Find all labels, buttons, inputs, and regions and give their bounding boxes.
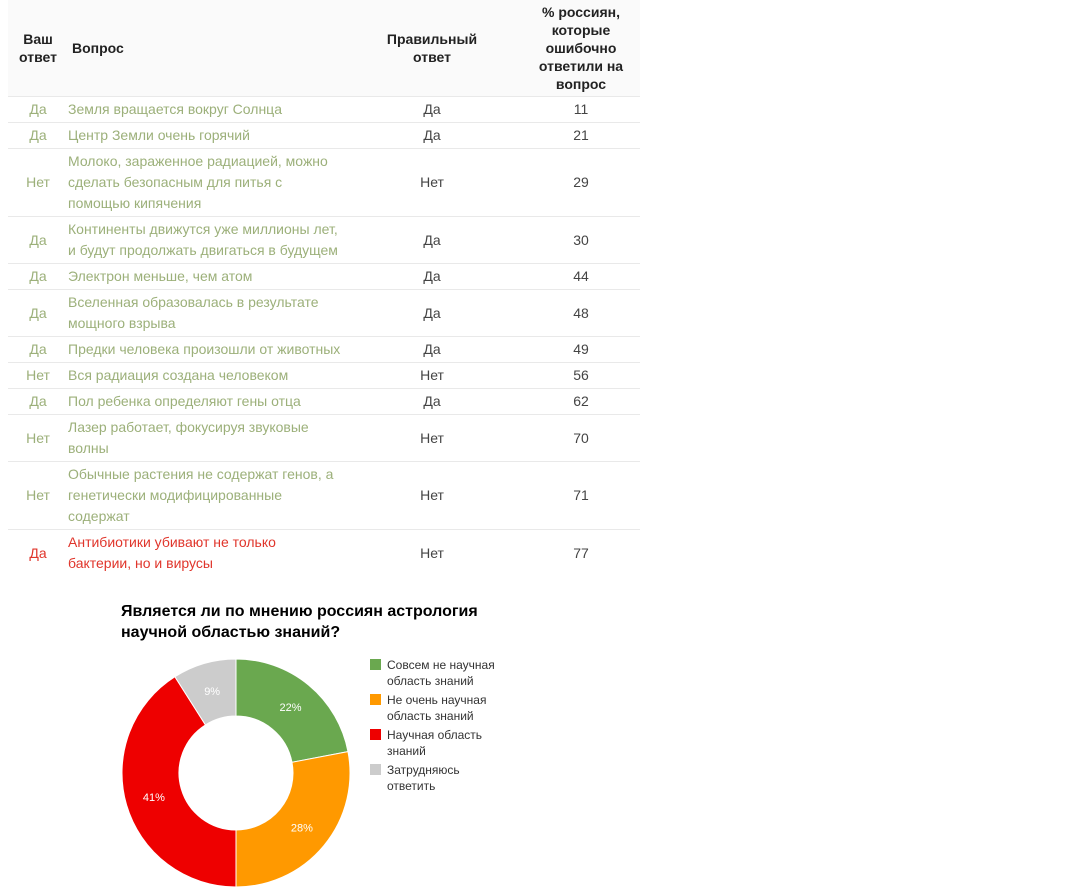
question-cell: Предки человека произошли от животных xyxy=(68,337,342,363)
your-answer-cell: Да xyxy=(8,337,68,363)
correct-answer-cell: Нет xyxy=(342,462,522,530)
legend-item xyxy=(370,692,510,724)
correct-answer-cell: Нет xyxy=(342,363,522,389)
question-cell: Центр Земли очень горячий xyxy=(68,123,342,149)
legend-swatch xyxy=(370,694,381,705)
legend-swatch xyxy=(370,764,381,775)
your-answer-cell: Да xyxy=(8,530,68,577)
percent-cell: 62 xyxy=(522,389,640,415)
question-cell: Молоко, зараженное радиацией, можно сделать безопасным для питья с помощью кипячения xyxy=(68,149,342,217)
your-answer-cell: Да xyxy=(8,389,68,415)
question-cell: Антибиотики убивают не только бактерии, но и вирусы xyxy=(68,530,342,577)
legend-label: Затрудняюсь ответить xyxy=(387,763,460,793)
percent-cell: 44 xyxy=(522,264,640,290)
percent-cell: 71 xyxy=(522,462,640,530)
your-answer-cell: Да xyxy=(8,97,68,123)
correct-answer-cell: Да xyxy=(342,217,522,264)
header-percent-wrong: % россиян, которые ошибочно ответили на вопрос xyxy=(522,0,640,97)
your-answer-cell: Да xyxy=(8,123,68,149)
legend-label: Не очень научная область знаний xyxy=(387,693,487,723)
chart-title: Является ли по мнению россиян астрология научной областью знаний? xyxy=(121,603,478,641)
slice-label: 28% xyxy=(290,822,313,835)
legend-item xyxy=(370,762,510,794)
legend-item xyxy=(370,657,510,689)
your-answer-cell: Нет xyxy=(8,415,68,462)
your-answer-cell: Да xyxy=(8,290,68,337)
question-cell: Пол ребенка определяют гены отца xyxy=(68,389,342,415)
your-answer-cell: Да xyxy=(8,217,68,264)
percent-cell: 30 xyxy=(522,217,640,264)
question-cell: Вся радиация создана человеком xyxy=(68,363,342,389)
correct-answer-cell: Нет xyxy=(342,530,522,577)
chart-legend xyxy=(370,657,510,797)
question-cell: Электрон меньше, чем атом xyxy=(68,264,342,290)
percent-cell: 29 xyxy=(522,149,640,217)
correct-answer-cell: Да xyxy=(342,123,522,149)
correct-answer-cell: Да xyxy=(342,97,522,123)
correct-answer-cell: Нет xyxy=(342,415,522,462)
slice-label: 41% xyxy=(142,791,165,804)
correct-answer-cell: Да xyxy=(342,389,522,415)
percent-cell: 21 xyxy=(522,123,640,149)
donut-slice xyxy=(236,752,350,887)
question-cell: Лазер работает, фокусируя звуковые волны xyxy=(68,415,342,462)
question-cell: Обычные растения не содержат генов, а генетически модифицированные содержат xyxy=(68,462,342,530)
legend-swatch xyxy=(370,659,381,670)
question-cell: Земля вращается вокруг Солнца xyxy=(68,97,342,123)
percent-cell: 77 xyxy=(522,530,640,577)
correct-answer-cell: Да xyxy=(342,264,522,290)
your-answer-cell: Нет xyxy=(8,363,68,389)
legend-label: Совсем не научная область знаний xyxy=(387,658,495,688)
your-answer-cell: Нет xyxy=(8,149,68,217)
legend-item xyxy=(370,727,510,759)
slice-label: 9% xyxy=(204,685,221,698)
slice-label: 22% xyxy=(279,702,302,715)
your-answer-cell: Да xyxy=(8,264,68,290)
your-answer-cell: Нет xyxy=(8,462,68,530)
header-your-answer: Ваш ответ xyxy=(8,0,68,97)
header-correct-answer: Правильный ответ xyxy=(342,0,522,97)
percent-cell: 56 xyxy=(522,363,640,389)
header-question: Вопрос xyxy=(68,0,342,97)
question-cell: Континенты движутся уже миллионы лет, и будут продолжать двигаться в будущем xyxy=(68,217,342,264)
question-cell: Вселенная образовалась в результате мощного взрыва xyxy=(68,290,342,337)
legend-swatch xyxy=(370,729,381,740)
percent-cell: 49 xyxy=(522,337,640,363)
percent-cell: 11 xyxy=(522,97,640,123)
correct-answer-cell: Нет xyxy=(342,149,522,217)
legend-label: Научная область знаний xyxy=(387,728,483,758)
percent-cell: 48 xyxy=(522,290,640,337)
correct-answer-cell: Да xyxy=(342,290,522,337)
correct-answer-cell: Да xyxy=(342,337,522,363)
percent-cell: 70 xyxy=(522,415,640,462)
